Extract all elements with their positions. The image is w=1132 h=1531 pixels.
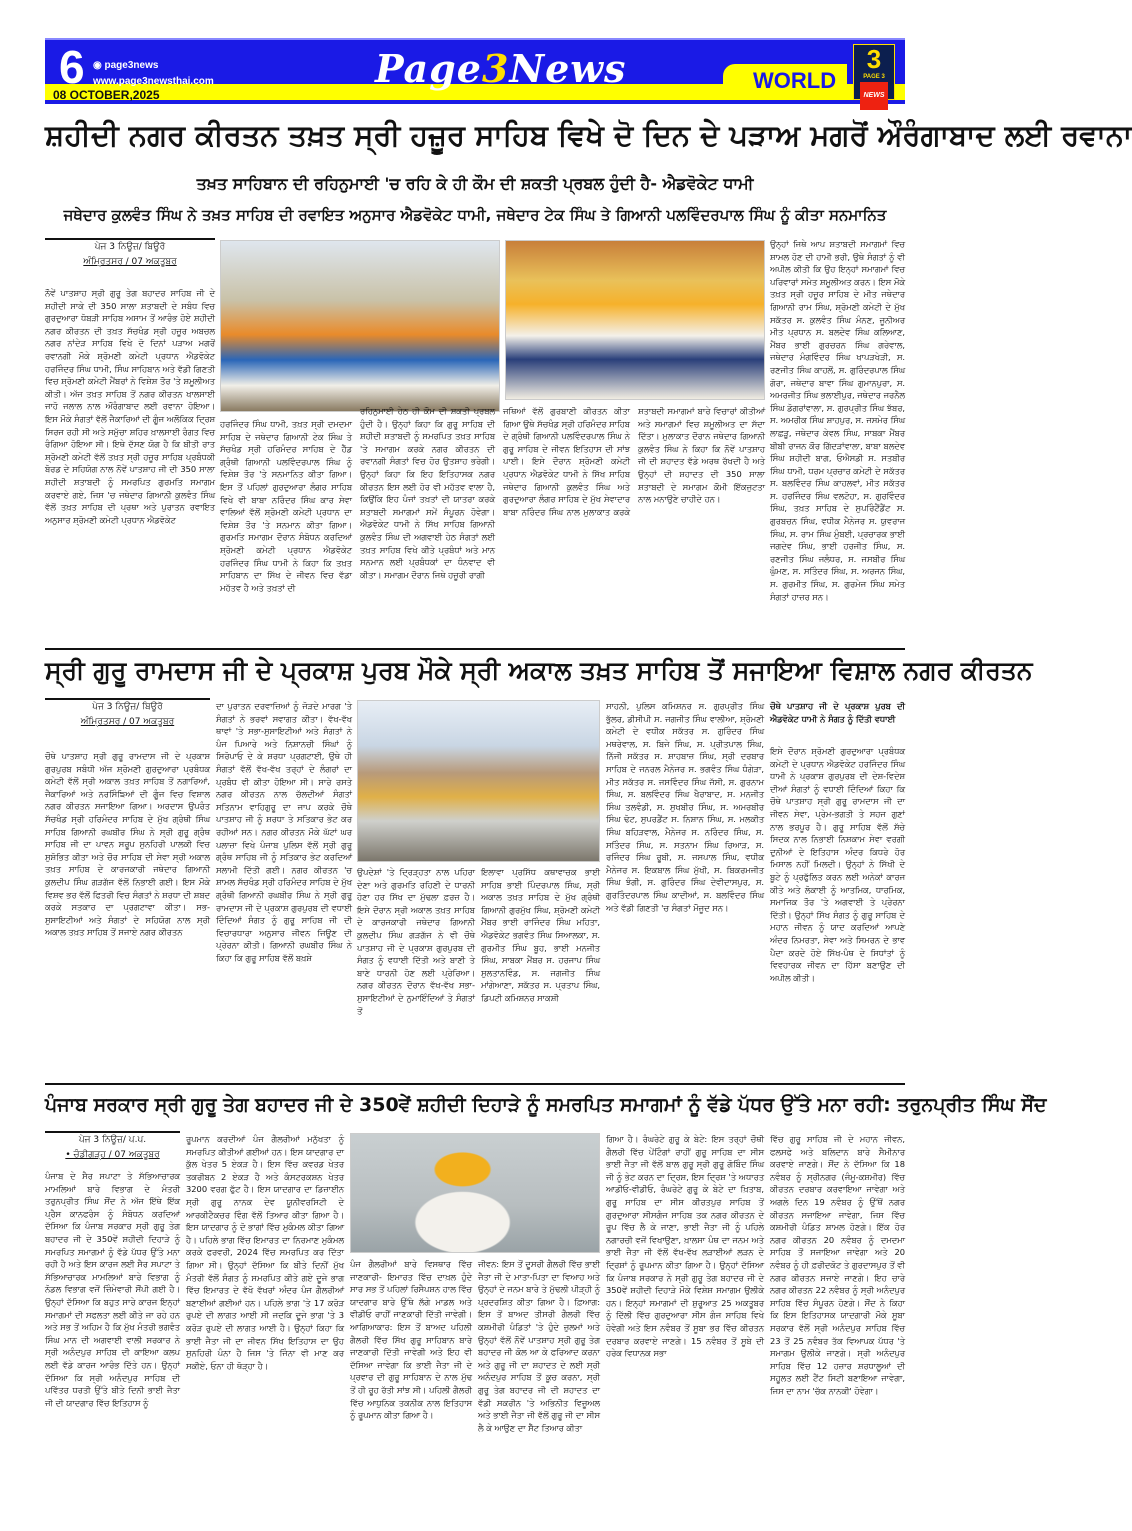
page-number: 6	[59, 41, 85, 93]
dateline: ਅੰਮ੍ਰਿਤਸਰ / 07 ਅਕਤੂਬਰ	[83, 257, 177, 267]
story1-column: ਰਹਿਨੁਮਾਈ ਹੇਠ ਹੀ ਕੌਮ ਦੀ ਸ਼ਕਤੀ ਪ੍ਰਬਲ ਹੁੰਦੀ ਹੈ। ਉਨ੍ਹਾਂ ਕਿਹਾ ਕਿ ਗੁਰੂ ਸਾਹਿਬ ਦੀ ਸ਼ਹੀਦੀ ਸ਼ਤਾਬਦੀ ਨੂੰ ਸਮਰਪਿਤ ਤਖ਼ਤ ਸਾਹਿਬ 'ਤੇ ਸਮਾਗਮ ਕਰਕੇ ਨਗਰ ਕੀਰਤਨ ਦੀ ਰਵਾਨਗੀ ਸੰਗਤਾਂ ਵਿਚ ਹੋਰ ਉਤਸ਼ਾਹ ਭਰੇਗੀ। ਉਨ੍ਹਾਂ ਕਿਹਾ ਕਿ ਇਹ ਇਤਿਹਾਸਕ ਨਗਰ ਕੀਰਤਨ ਇਸ ਲਈ ਹੋਰ ਵੀ ਮਹੱਤਵ ਵਾਲਾ ਹੈ, ਕਿਉਂਕਿ ਇਹ ਪੰਜਾਂ ਤਖ਼ਤਾਂ ਦੀ ਯਾਤਰਾ ਕਰਕੇ ਸ਼ਤਾਬਦੀ ਸਮਾਗਮਾਂ ਸਮੇਂ ਸੰਪੂਰਨ ਹੋਵੇਗਾ। ਐਡਵੋਕੇਟ ਧਾਮੀ ਨੇ ਸਿੱਖ ਸਾਹਿਬ ਗਿਆਨੀ ਕੁਲਵੰਤ ਸਿੰਘ ਦੀ ਅਗਵਾਈ ਹੇਠ ਸੰਗਤਾਂ ਲਈ ਤਖ਼ਤ ਸਾਹਿਬ ਵਿਖੇ ਕੀਤੇ ਪ੍ਰਬੰਧਾਂ ਅਤੇ ਮਾਨ ਸਨਮਾਨ ਲਈ ਪ੍ਰਬੰਧਕਾਂ ਦਾ ਧੰਨਵਾਦ ਵੀ ਕੀਤਾ। ਸਮਾਗਮ ਦੌਰਾਨ ਜਿਥੇ ਹਜ਼ੂਰੀ ਰਾਗੀ	[360, 406, 495, 580]
logo-number: 3	[866, 44, 882, 74]
story1-column: ਉਨ੍ਹਾਂ ਜਿਥੇ ਆਪ ਸ਼ਤਾਬਦੀ ਸਮਾਗਮਾਂ ਵਿਚ ਸ਼ਾਮਲ ਹੋਣ ਦੀ ਹਾਮੀ ਭਰੀ, ਉਥੇ ਸੰਗਤਾਂ ਨੂੰ ਵੀ ਅਪੀਲ ਕੀਤੀ ਕਿ ਉਹ ਇਨ੍ਹਾਂ ਸਮਾਗਮਾਂ ਵਿਚ ਪਰਿਵਾਰਾਂ ਸਮੇਤ ਸ਼ਮੂਲੀਅਤ ਕਰਨ। ਇਸ ਮੌਕੇ ਤਖ਼ਤ ਸ੍ਰੀ ਹਜ਼ੂਰ ਸਾਹਿਬ ਦੇ ਮੀਤ ਜਥੇਦਾਰ ਗਿਆਨੀ ਰਾਮ ਸਿੰਘ, ਸ਼੍ਰੋਮਣੀ ਕਮੇਟੀ ਦੇ ਮੁੱਖ ਸਕੱਤਰ ਸ. ਕੁਲਵੰਤ ਸਿੰਘ ਮੰਨਣ, ਜੂਨੀਅਰ ਮੀਤ ਪ੍ਰਧਾਨ ਸ. ਬਲਦੇਵ ਸਿੰਘ ਕਲਿਆਣ, ਮੈਂਬਰ ਭਾਈ ਗੁਰਚਰਨ ਸਿੰਘ ਗਰੇਵਾਲ, ਜਥੇਦਾਰ ਮੰਗਵਿੰਦਰ ਸਿੰਘ ਖਾਪੜਖੇੜੀ, ਸ. ਰਣਜੀਤ ਸਿੰਘ ਕਾਹਲੋਂ, ਸ. ਗੁਰਿੰਦਰਪਾਲ ਸਿੰਘ ਗੋਰਾ, ਜਥੇਦਾਰ ਬਾਵਾ ਸਿੰਘ ਗੁਮਾਨਪੁਰਾ, ਸ. ਅਮਰਜੀਤ ਸਿੰਘ ਭਲਾਈਪੁਰ, ਜਥੇਦਾਰ ਜਰਨੈਲ ਸਿੰਘ ਡੋਗਰਾਂਵਾਲਾ, ਸ. ਗੁਰਪ੍ਰੀਤ ਸਿੰਘ ਝੱਬਰ, ਸ. ਅਮਰੀਕ ਸਿੰਘ ਸ਼ਾਹਪੁਰ, ਸ. ਜਸਮੇਰ ਸਿੰਘ ਲਾਛੜੂ, ਜਥੇਦਾਰ ਕੇਵਲ ਸਿੰਘ, ਸਾਬਕਾ ਮੈਂਬਰ ਬੀਬੀ ਰਾਜਨ ਕੌਰ ਗਿੱਦੜਾਂਵਾਲਾ, ਬਾਬਾ ਬਲਦੇਵ ਸਿੰਘ ਸ਼ਹੀਦੀ ਬਾਗ, ਓਐਸਡੀ ਸ. ਸਤਬੀਰ ਸਿੰਘ ਧਾਮੀ, ਧਰਮ ਪ੍ਰਚਾਰ ਕਮੇਟੀ ਦੇ ਸਕੱਤਰ ਸ. ਬਲਵਿੰਦਰ ਸਿੰਘ ਕਾਹਲਵਾਂ, ਮੀਤ ਸਕੱਤਰ ਸ. ਹਰਜਿੰਦਰ ਸਿੰਘ ਵਲਟੋਹਾ, ਸ. ਗੁਰਵਿੰਦਰ ਸਿੰਘ, ਤਖ਼ਤ ਸਾਹਿਬ ਦੇ ਸੁਪਰਿੰਟੈਂਡੈਂਟ ਸ. ਗੁਰਬਚਨ ਸਿੰਘ, ਵਧੀਕ ਮੈਨੇਜਰ ਸ. ਯੁਵਰਾਜ ਸਿੰਘ, ਸ. ਰਾਮ ਸਿੰਘ ਮੁੰਬਈ, ਪ੍ਰਚਾਰਕ ਭਾਈ ਜਗਦੇਵ ਸਿੰਘ, ਭਾਈ ਹਰਜੀਤ ਸਿੰਘ, ਸ. ਰਣਜੀਤ ਸਿੰਘ ਜਲੰਧਰ, ਸ. ਜਸਬੀਰ ਸਿੰਘ ਘੁੰਮਣ, ਸ. ਸਤਿੰਦਰ ਸਿੰਘ, ਸ. ਅਰਜਨ ਸਿੰਘ, ਸ. ਗੁਰਮੀਤ ਸਿੰਘ, ਸ. ਗੁਰਮੇਜ ਸਿੰਘ ਸਮੇਤ ਸੰਗਤਾਂ ਹਾਜ਼ਰ ਸਨ।	[770, 239, 905, 602]
byline-text: ਪੇਜ 3 ਨਿਊਜ਼/ ਪ.ਪ.	[78, 1135, 147, 1145]
story1-column: ਨੌਵੇਂ ਪਾਤਸ਼ਾਹ ਸ੍ਰੀ ਗੁਰੂ ਤੇਗ ਬਹਾਦਰ ਸਾਹਿਬ ਜੀ ਦੇ ਸ਼ਹੀਦੀ ਸਾਕੇ ਦੀ 350 ਸਾਲਾ ਸ਼ਤਾਬਦੀ ਦੇ ਸਬੰਧ ਵਿਚ ਗੁਰਦੁਆਰਾ ਧੋਬੜੀ ਸਾਹਿਬ ਅਸਾਮ ਤੋਂ ਆਰੰਭ ਹੋਏ ਸ਼ਹੀਦੀ ਨਗਰ ਕੀਰਤਨ ਦੀ ਤਖ਼ਤ ਸੱਚਖੰਡ ਸ੍ਰੀ ਹਜ਼ੂਰ ਅਬਚਲ ਨਗਰ ਨਾਂਦੇੜ ਸਾਹਿਬ ਵਿਖੇ ਦੋ ਦਿਨਾਂ ਪੜਾਅ ਮਗਰੋਂ ਰਵਾਨਗੀ ਮੌਕੇ ਸ਼੍ਰੋਮਣੀ ਕਮੇਟੀ ਪ੍ਰਧਾਨ ਐਡਵੋਕੇਟ ਹਰਜਿੰਦਰ ਸਿੰਘ ਧਾਮੀ, ਸਿੰਘ ਸਾਹਿਬਾਨ ਅਤੇ ਵੱਡੀ ਗਿਣਤੀ ਵਿਚ ਸ਼੍ਰੋਮਣੀ ਕਮੇਟੀ ਮੈਂਬਰਾਂ ਨੇ ਵਿਸ਼ੇਸ਼ ਤੌਰ 'ਤੇ ਸ਼ਮੂਲੀਅਤ ਕੀਤੀ। ਅੱਜ ਤਖ਼ਤ ਸਾਹਿਬ ਤੋਂ ਨਗਰ ਕੀਰਤਨ ਖਾਲਸਾਈ ਜਾਹੋ ਜਲਾਲ ਨਾਲ ਔਰੰਗਾਬਾਦ ਲਈ ਰਵਾਨਾ ਹੋਇਆ। ਇਸ ਮੌਕੇ ਸੰਗਤਾਂ ਵੱਲੋਂ ਜੈਕਾਰਿਆਂ ਦੀ ਗੂੰਜ ਅਲੌਕਿਕ ਦ੍ਰਿਸ਼ ਸਿਰਜ ਰਹੀ ਸੀ ਅਤੇ ਸਮੁੱਚਾ ਸ਼ਹਿਰ ਖ਼ਾਲਸਾਈ ਰੰਗਤ ਵਿਚ ਰੰਗਿਆ ਹੋਇਆ ਸੀ। ਇਥੇ ਦੱਸਣ ਯੋਗ ਹੈ ਕਿ ਬੀਤੀ ਰਾਤ ਸ਼੍ਰੋਮਣੀ ਕਮੇਟੀ ਵੱਲੋਂ ਤਖ਼ਤ ਸ੍ਰੀ ਹਜ਼ੂਰ ਸਾਹਿਬ ਪ੍ਰਬੰਧਕੀ ਬੋਰਡ ਦੇ ਸਹਿਯੋਗ ਨਾਲ ਨੌਵੇਂ ਪਾਤਸ਼ਾਹ ਜੀ ਦੀ 350 ਸਾਲਾ ਸ਼ਹੀਦੀ ਸ਼ਤਾਬਦੀ ਨੂੰ ਸਮਰਪਿਤ ਗੁਰਮਤਿ ਸਮਾਗਮ ਕਰਵਾਏ ਗਏ, ਜਿਸ 'ਚ ਜਥੇਦਾਰ ਗਿਆਨੀ ਕੁਲਵੰਤ ਸਿੰਘ ਵੱਲੋਂ ਤਖ਼ਤ ਸਾਹਿਬ ਦੀ ਪ੍ਰਥਾ ਅਤੇ ਪੁਰਾਤਨ ਰਵਾਇਤ ਅਨੁਸਾਰ ਸ਼੍ਰੋਮਣੀ ਕਮੇਟੀ ਪ੍ਰਧਾਨ ਐਡਵੋਕੇਟ	[45, 288, 215, 525]
issue-date: 08 OCTOBER,2025	[53, 88, 160, 102]
story1-column: ਹਰਜਿੰਦਰ ਸਿੰਘ ਧਾਮੀ, ਤਖ਼ਤ ਸ੍ਰੀ ਦਮਦਮਾ ਸਾਹਿਬ ਦੇ ਜਥੇਦਾਰ ਗਿਆਨੀ ਟੇਕ ਸਿੰਘ ਤੇ ਸੱਚਖੰਡ ਸ੍ਰੀ ਹਰਿਮੰਦਰ ਸਾਹਿਬ ਦੇ ਹੈੱਡ ਗ੍ਰੰਥੀ ਗਿਆਨੀ ਪਲਵਿੰਦਰਪਾਲ ਸਿੰਘ ਨੂੰ ਵਿਸ਼ੇਸ਼ ਤੌਰ 'ਤੇ ਸਨਮਾਨਿਤ ਕੀਤਾ ਗਿਆ। ਇਸ ਤੋਂ ਪਹਿਲਾਂ ਗੁਰਦੁਆਰਾ ਲੰਗਰ ਸਾਹਿਬ ਵਿਖੇ ਵੀ ਬਾਬਾ ਨਰਿੰਦਰ ਸਿੰਘ ਕਾਰ ਸੇਵਾ ਵਾਲਿਆਂ ਵੱਲੋਂ ਸ਼੍ਰੋਮਣੀ ਕਮੇਟੀ ਪ੍ਰਧਾਨ ਦਾ ਵਿਸ਼ੇਸ਼ ਤੌਰ 'ਤੇ ਸਨਮਾਨ ਕੀਤਾ ਗਿਆ। ਗੁਰਮਤਿ ਸਮਾਗਮ ਦੌਰਾਨ ਸੰਬੋਧਨ ਕਰਦਿਆਂ ਸ਼੍ਰੋਮਣੀ ਕਮੇਟੀ ਪ੍ਰਧਾਨ ਐਡਵੋਕੇਟ ਹਰਜਿੰਦਰ ਸਿੰਘ ਧਾਮੀ ਨੇ ਕਿਹਾ ਕਿ ਤਖ਼ਤ ਸਾਹਿਬਾਨ ਦਾ ਸਿੱਖ ਦੇ ਜੀਵਨ ਵਿਚ ਵੱਡਾ ਮਹੱਤਵ ਹੈ ਅਤੇ ਤਖ਼ਤਾਂ ਦੀ	[220, 419, 352, 593]
story2-headline: ਸ੍ਰੀ ਗੁਰੂ ਰਾਮਦਾਸ ਜੀ ਦੇ ਪ੍ਰਕਾਸ਼ ਪੁਰਬ ਮੌਕੇ ਸ੍ਰੀ ਅਕਾਲ ਤਖ਼ਤ ਸਾਹਿਬ ਤੋਂ ਸਜਾਇਆ ਵਿਸ਼ਾਲ ਨਗਰ ਕੀਰਤਨ	[45, 656, 1033, 685]
dateline: • ਚੰਡੀਗੜ੍ਹ / 07 ਅਕਤੂਬਰ	[65, 1150, 160, 1160]
brand-number: 3	[481, 46, 510, 91]
story2-column: ਚੌਥੇ ਪਾਤਸ਼ਾਹ ਸ੍ਰੀ ਗੁਰੂ ਰਾਮਦਾਸ ਜੀ ਦੇ ਪ੍ਰਕਾਸ਼ ਗੁਰਪੁਰਬ ਸਬੰਧੀ ਅੱਜ ਸ਼੍ਰੋਮਣੀ ਗੁਰਦੁਆਰਾ ਪ੍ਰਬੰਧਕ ਕਮੇਟੀ ਵੱਲੋਂ ਸ੍ਰੀ ਅਕਾਲ ਤਖ਼ਤ ਸਾਹਿਬ ਤੋਂ ਨਗਾਰਿਆਂ, ਜੈਕਾਰਿਆਂ ਅਤੇ ਨਰਸਿੰਙਿਆਂ ਦੀ ਗੂੰਜ ਵਿਚ ਵਿਸ਼ਾਲ ਨਗਰ ਕੀਰਤਨ ਸਜਾਇਆ ਗਿਆ। ਅਰਦਾਸ ਉਪਰੰਤ ਸੱਚਖੰਡ ਸ੍ਰੀ ਹਰਿਮੰਦਰ ਸਾਹਿਬ ਦੇ ਮੁੱਖ ਗ੍ਰੰਥੀ ਸਿੰਘ ਸਾਹਿਬ ਗਿਆਨੀ ਰਘਬੀਰ ਸਿੰਘ ਨੇ ਸ੍ਰੀ ਗੁਰੂ ਗ੍ਰੰਥ ਸਾਹਿਬ ਜੀ ਦਾ ਪਾਵਨ ਸਰੂਪ ਸੁਨਹਿਰੀ ਪਾਲਕੀ ਵਿਚ ਸੁਸ਼ੋਭਿਤ ਕੀਤਾ ਅਤੇ ਚੌਰ ਸਾਹਿਬ ਦੀ ਸੇਵਾ ਸ੍ਰੀ ਅਕਾਲ ਤਖ਼ਤ ਸਾਹਿਬ ਦੇ ਕਾਰਜਕਾਰੀ ਜਥੇਦਾਰ ਗਿਆਨੀ ਕੁਲਦੀਪ ਸਿੰਘ ਗੜਗੱਜ ਵੱਲੋਂ ਨਿਭਾਈ ਗਈ। ਇਸ ਮੌਕੇ ਵਿਸ਼ਵ ਭਰ ਵੱਲੋਂ ਫਿਤਰੀ ਵਿਚ ਸੰਗਤਾਂ ਨੇ ਸ਼ਰਧਾ ਦੀ ਸ਼ਬਦ ਕਰਕੇ ਸਤਕਾਰ ਦਾ ਪ੍ਰਗਟਾਵਾ ਕੀਤਾ। ਸਭ-ਸੁਸਾਇਟੀਆਂ ਅਤੇ ਸੰਗਤਾਂ ਦੇ ਸਹਿਯੋਗ ਨਾਲ ਸ੍ਰੀ ਅਕਾਲ ਤਖ਼ਤ ਸਾਹਿਬ ਤੋਂ ਸਜਾਏ ਨਗਰ ਕੀਰਤਨ	[45, 751, 210, 938]
facebook-icon: ◉	[93, 60, 105, 71]
social-handle-text: page3news	[104, 60, 159, 71]
story3-column: ਜੀਵਨ: ਇਸ ਤੋਂ ਦੂਸਰੀ ਗੈਲਰੀ ਵਿੱਚ ਭਾਈ ਜੈਤਾ ਜੀ ਦੇ ਮਾਤਾ-ਪਿਤਾ ਦਾ ਵਿਆਹ ਅਤੇ ਉਨ੍ਹਾਂ ਦੇ ਜਨਮ ਬਾਰੇ ਤੇ ਮੁੱਢਲੀ ਪੀੜ੍ਹੀ ਨੂੰ ਪ੍ਰਦਰਸ਼ਿਤ ਕੀਤਾ ਗਿਆ ਹੈ। ਫ਼ਿਆਗ: ਇਸ ਤੋਂ ਬਾਅਦ ਤੀਸਰੀ ਗੈਲਰੀ ਵਿੱਚ ਕਸ਼ਮੀਰੀ ਪੰਡਿਤਾਂ 'ਤੇ ਹੁੰਦੇ ਜ਼ੁਲਮਾਂ ਅਤੇ ਉਨ੍ਹਾਂ ਵੱਲੋਂ ਨੌਵੇਂ ਪਾਤਸ਼ਾਹ ਸ੍ਰੀ ਗੁਰੂ ਤੇਗ ਬਹਾਦਰ ਜੀ ਕੋਲ ਆ ਕੇ ਫਰਿਆਦ ਕਰਨਾ ਅਤੇ ਗੁਰੂ ਜੀ ਦਾ ਸ਼ਹਾਦਤ ਦੇ ਲਈ ਸ੍ਰੀ ਅਨੰਦਪੁਰ ਸਾਹਿਬ ਤੋਂ ਕੂਚ ਕਰਨਾ, ਸ੍ਰੀ ਗੁਰੂ ਤੇਗ ਬਹਾਦਰ ਜੀ ਦੀ ਸ਼ਹਾਦਤ ਦਾ ਵੱਡੀ ਸਕਰੀਨ 'ਤੇ ਅਭਿਨੀਤ ਵਿਜ਼ੂਅਲ ਅਤੇ ਭਾਈ ਜੈਤਾ ਜੀ ਵੱਲੋਂ ਗੁਰੂ ਜੀ ਦਾ ਸੀਸ ਲੈ ਕੇ ਆਉਣ ਦਾ ਸੈੱਟ ਤਿਆਰ ਕੀਤਾ	[478, 1259, 600, 1433]
story2-column: ਇਸੇ ਦੌਰਾਨ ਸ਼੍ਰੋਮਣੀ ਗੁਰਦੁਆਰਾ ਪ੍ਰਬੰਧਕ ਕਮੇਟੀ ਦੇ ਪ੍ਰਧਾਨ ਐਡਵੋਕੇਟ ਹਰਜਿੰਦਰ ਸਿੰਘ ਧਾਮੀ ਨੇ ਪ੍ਰਕਾਸ਼ ਗੁਰਪੁਰਬ ਦੀ ਦੇਸ਼-ਵਿਦੇਸ਼ ਦੀਆਂ ਸੰਗਤਾਂ ਨੂੰ ਵਧਾਈ ਦਿੰਦਿਆਂ ਕਿਹਾ ਕਿ ਚੌਥੇ ਪਾਤਸ਼ਾਹ ਸ੍ਰੀ ਗੁਰੂ ਰਾਮਦਾਸ ਜੀ ਦਾ ਜੀਵਨ ਸੇਵਾ, ਪ੍ਰੇਮ-ਭਗਤੀ ਤੇ ਸਹਜ ਗੁਣਾਂ ਨਾਲ ਭਰਪੂਰ ਹੈ। ਗੁਰੂ ਸਾਹਿਬ ਵੱਲੋਂ ਸੱਚੇ ਸਿਦਕ ਨਾਲ ਨਿਭਾਈ ਨਿਸ਼ਕਾਮ ਸੇਵਾ ਵਰਗੀ ਦੁਨੀਆਂ ਦੇ ਇਤਿਹਾਸ ਅੰਦਰ ਕਿਧਰੇ ਹੋਰ ਮਿਸਾਲ ਨਹੀਂ ਮਿਲਦੀ। ਉਨ੍ਹਾਂ ਨੇ ਸਿੱਖੀ ਦੇ ਬੂਟੇ ਨੂੰ ਪ੍ਰਫੁੱਲਿਤ ਕਰਨ ਲਈ ਅਨੇਕਾਂ ਕਾਰਜ ਕੀਤੇ ਅਤੇ ਲੋਕਾਈ ਨੂੰ ਆਤਮਿਕ, ਧਾਰਮਿਕ, ਸਮਾਜਿਕ ਤੌਰ 'ਤੇ ਅਗਵਾਈ ਤੇ ਪ੍ਰੇਰਨਾ ਦਿੱਤੀ। ਉਨ੍ਹਾਂ ਸਿੱਖ ਸੰਗਤ ਨੂੰ ਗੁਰੂ ਸਾਹਿਬ ਦੇ ਮਹਾਨ ਜੀਵਨ ਨੂੰ ਯਾਦ ਕਰਦਿਆਂ ਆਪਣੇ ਅੰਦਰ ਨਿਮਰਤਾ, ਸੇਵਾ ਅਤੇ ਸਿਮਰਨ ਦੇ ਭਾਵ ਪੈਦਾ ਕਰਦੇ ਹੋਏ ਸਿੱਖ-ਪੰਥ ਦੇ ਸਿਧਾਂਤਾਂ ਨੂੰ ਵਿਵਹਾਰਕ ਜੀਵਨ ਦਾ ਹਿੱਸਾ ਬਣਾਉਣ ਦੀ ਅਪੀਲ ਕੀਤੀ।	[770, 746, 905, 983]
logo-text: PAGE 3	[863, 74, 885, 80]
story2-column: ਸਾਹਨੀ, ਪੁਲਿਸ ਕਮਿਸ਼ਨਰ ਸ. ਗੁਰਪ੍ਰੀਤ ਸਿੰਘ ਭੁੱਲਰ, ਡੀਸੀਪੀ ਸ. ਜਗਜੀਤ ਸਿੰਘ ਵਾਲੀਆ, ਸ਼੍ਰੋਮਣੀ ਕਮੇਟੀ ਦੇ ਵਧੀਕ ਸਕੱਤਰ ਸ. ਗੁਰਿੰਦਰ ਸਿੰਘ ਮਥਰੇਵਾਲ, ਸ. ਬਿਜੇ ਸਿੰਘ, ਸ. ਪ੍ਰੀਤਪਾਲ ਸਿੰਘ, ਨਿੱਜੀ ਸਕੱਤਰ ਸ. ਸ਼ਾਹਬਾਜ਼ ਸਿੰਘ, ਸ੍ਰੀ ਦਰਬਾਰ ਸਾਹਿਬ ਦੇ ਜਨਰਲ ਮੈਨੇਜਰ ਸ. ਭਗਵੰਤ ਸਿੰਘ ਧੰਗੇੜਾ, ਮੀਤ ਸਕੱਤਰ ਸ. ਜਸਵਿੰਦਰ ਸਿੰਘ ਜੱਸੀ, ਸ. ਗੁਰਨਾਮ ਸਿੰਘ, ਸ. ਬਲਵਿੰਦਰ ਸਿੰਘ ਖੈਰਾਬਾਦ, ਸ. ਮਨਜੀਤ ਸਿੰਘ ਤਲਵੰਡੀ, ਸ. ਸੁਖਬੀਰ ਸਿੰਘ, ਸ. ਅਮਰਬੀਰ ਸਿੰਘ ਢੋਟ, ਸੁਪਰਡੈਂਟ ਸ. ਨਿਸ਼ਾਨ ਸਿੰਘ, ਸ. ਮਲਕੀਤ ਸਿੰਘ ਬਹਿੜਵਾਲ, ਮੈਨੇਜਰ ਸ. ਨਰਿੰਦਰ ਸਿੰਘ, ਸ. ਸਤਿੰਦਰ ਸਿੰਘ, ਸ. ਸਤਨਾਮ ਸਿੰਘ ਰਿਆੜ, ਸ. ਰਜਿੰਦਰ ਸਿੰਘ ਰੂਬੀ, ਸ. ਜਸਪਾਲ ਸਿੰਘ, ਵਧੀਕ ਮੈਨੇਜਰ ਸ. ਇਕਬਾਲ ਸਿੰਘ ਮੁੱਖੀ, ਸ. ਬਿਕਰਮਜੀਤ ਸਿੰਘ ਝੰਗੀ, ਸ. ਗੁਰਿੰਦਰ ਸਿੰਘ ਦੇਵੀਦਾਸਪੁਰ, ਸ. ਗੁਰਤਿੰਦਰਪਾਲ ਸਿੰਘ ਕਾਦੀਆਂ, ਸ. ਬਲਵਿੰਦਰ ਸਿੰਘ ਅਤੇ ਵੱਡੀ ਗਿਣਤੀ 'ਚ ਸੰਗਤਾਂ ਮੌਜੂਦ ਸਨ।	[606, 701, 764, 913]
story3-column: ਰੂਪਮਾਨ ਕਰਦੀਆਂ ਪੰਜ ਗੈਲਰੀਆਂ ਮਨੁੱਖਤਾ ਨੂੰ ਸਮਰਪਿਤ ਕੀਤੀਆਂ ਗਈਆਂ ਹਨ। ਇਸ ਯਾਦਗਾਰ ਦਾ ਕੁੱਲ ਖੇਤਰ 5 ਏਕੜ ਹੈ। ਇਸ ਵਿੱਚ ਕਵਰਡ ਖੇਤਰ ਤਕਰੀਬਨ 2 ਏਕੜ ਹੈ ਅਤੇ ਕੰਸਟਰਕਸ਼ਨ ਖੇਤਰ 3200 ਵਰਗ ਫੁੱਟ ਹੈ। ਇਸ ਯਾਦਗਾਰ ਦਾ ਡਿਜ਼ਾਈਨ ਸ੍ਰੀ ਗੁਰੂ ਨਾਨਕ ਦੇਵ ਯੂਨੀਵਰਸਿਟੀ ਦੇ ਆਰਕੀਟੈਕਚਰ ਵਿੰਗ ਵੱਲੋਂ ਤਿਆਰ ਕੀਤਾ ਗਿਆ ਹੈ। ਇਸ ਯਾਦਗਾਰ ਨੂੰ ਦੋ ਭਾਗਾਂ ਵਿੱਚ ਮੁਕੰਮਲ ਕੀਤਾ ਗਿਆ ਹੈ। ਪਹਿਲੇ ਭਾਗ ਵਿੱਚ ਇਮਾਰਤ ਦਾ ਨਿਰਮਾਣ ਮੁਕੰਮਲ ਕਰਕੇ ਫਰਵਰੀ, 2024 ਵਿੱਚ ਸਮਰਪਿਤ ਕਰ ਦਿੱਤਾ ਗਿਆ ਸੀ। ਉਨ੍ਹਾਂ ਦੱਸਿਆ ਕਿ ਬੀਤੇ ਦਿਨੀਂ ਮੁੱਖ ਮੰਤਰੀ ਵੱਲੋਂ ਸੰਗਤ ਨੂੰ ਸਮਰਪਿਤ ਕੀਤੇ ਗਏ ਦੂਜੇ ਭਾਗ ਵਿੱਚ ਇਮਾਰਤ ਦੇ ਵੱਖੋ ਵੱਖਰਾਂ ਅੰਦਰ ਪੰਜ ਗੈਲਰੀਆਂ ਬਣਾਈਆਂ ਗਈਆਂ ਹਨ। ਪਹਿਲੇ ਭਾਗ 'ਤੇ 17 ਕਰੋੜ ਰੁਪਏ ਦੀ ਲਾਗਤ ਆਈ ਸੀ ਜਦਕਿ ਦੂਜੇ ਭਾਗ 'ਤੇ 3 ਕਰੋੜ ਰੁਪਏ ਦੀ ਲਾਗਤ ਆਈ ਹੈ। ਉਨ੍ਹਾਂ ਕਿਹਾ ਕਿ ਭਾਈ ਜੈਤਾ ਜੀ ਦਾ ਜੀਵਨ ਸਿੱਖ ਇਤਿਹਾਸ ਦਾ ਉਹ ਸੁਨਹਿਰੀ ਪੰਨਾ ਹੈ ਜਿਸ 'ਤੇ ਜਿੰਨਾ ਵੀ ਮਾਣ ਕਰ ਸਕੀਏ, ਓਨਾ ਹੀ ਥੋੜ੍ਹਾ ਹੈ।	[186, 1134, 344, 1371]
story2-column: ਉਪਦੇਸ਼ਾਂ 'ਤੇ ਦ੍ਰਿੜ੍ਹਤਾ ਨਾਲ ਪਹਿਰਾ ਦੇਣਾ ਅਤੇ ਗੁਰਮਤਿ ਰਹਿਣੀ ਦੇ ਧਾਰਨੀ ਹੋਣਾ ਹਰ ਸਿੱਖ ਦਾ ਮੁੱਢਲਾ ਫ਼ਰਜ਼ ਹੈ। ਇਸੇ ਦੌਰਾਨ ਸ੍ਰੀ ਅਕਾਲ ਤਖ਼ਤ ਸਾਹਿਬ ਦੇ ਕਾਰਜਕਾਰੀ ਜਥੇਦਾਰ ਗਿਆਨੀ ਕੁਲਦੀਪ ਸਿੰਘ ਗੜਗੱਜ ਨੇ ਵੀ ਚੌਥੇ ਪਾਤਸ਼ਾਹ ਜੀ ਦੇ ਪ੍ਰਕਾਸ਼ ਗੁਰਪੁਰਬ ਦੀ ਸੰਗਤ ਨੂੰ ਵਧਾਈ ਦਿੱਤੀ ਅਤੇ ਬਾਣੀ ਤੇ ਬਾਣੇ ਧਾਰਨੀ ਹੋਣ ਲਈ ਪ੍ਰੇਰਿਆ। ਨਗਰ ਕੀਰਤਨ ਦੌਰਾਨ ਵੱਖ-ਵੱਖ ਸਭਾ-ਸੁਸਾਇਟੀਆਂ ਦੇ ਨੁਮਾਇੰਦਿਆਂ ਤੇ ਸੰਗਤਾਂ ਤੋਂ	[357, 867, 475, 1016]
page3-logo	[853, 44, 895, 100]
story3-byline	[45, 1131, 180, 1163]
story3-headline: ਪੰਜਾਬ ਸਰਕਾਰ ਸ੍ਰੀ ਗੁਰੂ ਤੇਗ ਬਹਾਦਰ ਜੀ ਦੇ 350ਵੇਂ ਸ਼ਹੀਦੀ ਦਿਹਾੜੇ ਨੂੰ ਸਮਰਪਿਤ ਸਮਾਗਮਾਂ ਨੂੰ ਵੱਡੇ ਪੱਧਰ ਉੱਤੇ ਮਨਾ ਰਹੀ: ਤਰੁਨਪ੍ਰੀਤ ਸਿੰਘ ਸੌਂਦ	[45, 1094, 1047, 1116]
divider	[45, 1083, 905, 1085]
story2-sidebar-title: ਚੌਥੇ ਪਾਤਸ਼ਾਹ ਜੀ ਦੇ ਪ੍ਰਕਾਸ਼ ਪੁਰਬ ਦੀ ਐਡਵੋਕੇਟ ਧਾਮੀ ਨੇ ਸੰਗਤ ਨੂੰ ਦਿੱਤੀ ਵਧਾਈ	[770, 701, 905, 724]
story1-subhead: ਤਖ਼ਤ ਸਾਹਿਬਾਨ ਦੀ ਰਹਿਨੁਮਾਈ 'ਚ ਰਹਿ ਕੇ ਹੀ ਕੌਮ ਦੀ ਸ਼ਕਤੀ ਪ੍ਰਬਲ ਹੁੰਦੀ ਹੈ- ਐਡਵੋਕੇਟ ਧਾਮੀ	[196, 174, 754, 193]
story3-column: ਪੰਜਾਬ ਦੇ ਸੈਰ ਸਪਾਟਾ ਤੇ ਸੱਭਿਆਚਾਰਕ ਮਾਮਲਿਆਂ ਬਾਰੇ ਵਿਭਾਗ ਦੇ ਮੰਤਰੀ ਤਰੁਨਪ੍ਰੀਤ ਸਿੰਘ ਸੌਂਦ ਨੇ ਅੱਜ ਇੱਥੇ ਇੱਕ ਪ੍ਰੈਸ ਕਾਨਫਰੰਸ ਨੂੰ ਸੰਬੋਧਨ ਕਰਦਿਆਂ ਦੱਸਿਆ ਕਿ ਪੰਜਾਬ ਸਰਕਾਰ ਸ੍ਰੀ ਗੁਰੂ ਤੇਗ ਬਹਾਦਰ ਜੀ ਦੇ 350ਵੇਂ ਸ਼ਹੀਦੀ ਦਿਹਾੜੇ ਨੂੰ ਸਮਰਪਿਤ ਸਮਾਗਮਾਂ ਨੂੰ ਵੱਡੇ ਪੱਧਰ ਉੱਤੇ ਮਨਾ ਰਹੀ ਹੈ ਅਤੇ ਇਸ ਕਾਰਜ ਲਈ ਸੈਰ ਸਪਾਟਾ ਤੇ ਸੱਭਿਆਚਾਰਕ ਮਾਮਲਿਆਂ ਬਾਰੇ ਵਿਭਾਗ ਨੂੰ ਨੋਡਲ ਵਿਭਾਗ ਵਜੋਂ ਜ਼ਿੰਮੇਵਾਰੀ ਸੌਂਪੀ ਗਈ ਹੈ। ਉਨ੍ਹਾਂ ਦੱਸਿਆ ਕਿ ਬਹੁਤ ਸਾਰੇ ਕਾਰਜ ਇਨ੍ਹਾਂ ਸਮਾਗਮਾਂ ਦੀ ਸਫਲਤਾ ਲਈ ਕੀਤੇ ਜਾ ਰਹੇ ਹਨ ਅਤੇ ਸਭ ਤੋਂ ਅਹਿਮ ਹੈ ਕਿ ਮੁੱਖ ਮੰਤਰੀ ਭਗਵੰਤ ਸਿੰਘ ਮਾਨ ਦੀ ਅਗਵਾਈ ਵਾਲੀ ਸਰਕਾਰ ਨੇ ਸ੍ਰੀ ਅਨੰਦਪੁਰ ਸਾਹਿਬ ਦੀ ਕਾਇਆ ਕਲਪ ਲਈ ਵੱਡੇ ਕਾਰਜ ਆਰੰਭ ਦਿੱਤੇ ਹਨ। ਉਨ੍ਹਾਂ ਦੱਸਿਆ ਕਿ ਸ੍ਰੀ ਅਨੰਦਪੁਰ ਸਾਹਿਬ ਦੀ ਪਵਿੱਤਰ ਧਰਤੀ ਉੱਤੇ ਬੀਤੇ ਦਿਨੀ ਭਾਈ ਜੈਤਾ ਜੀ ਦੀ ਯਾਦਗਾਰ ਵਿੱਚ ਇਤਿਹਾਸ ਨੂੰ	[45, 1171, 180, 1408]
story1-byline	[45, 238, 215, 270]
brand-logo	[375, 46, 626, 91]
story1-column: ਜਥਿਆਂ ਵੱਲੋਂ ਗੁਰਬਾਣੀ ਕੀਰਤਨ ਕੀਤਾ ਗਿਆ ਉਥੇ ਸੱਚਖੰਡ ਸ੍ਰੀ ਹਰਿਮੰਦਰ ਸਾਹਿਬ ਦੇ ਗ੍ਰੰਥੀ ਗਿਆਨੀ ਪਲਵਿੰਦਰਪਾਲ ਸਿੰਘ ਨੇ ਗੁਰੂ ਸਾਹਿਬ ਦੇ ਜੀਵਨ ਇਤਿਹਾਸ ਦੀ ਸਾਂਝ ਪਾਈ। ਇਸੇ ਦੌਰਾਨ ਸ਼੍ਰੋਮਣੀ ਕਮੇਟੀ ਪ੍ਰਧਾਨ ਐਡਵੋਕੇਟ ਧਾਮੀ ਨੇ ਸਿੱਖ ਸਾਹਿਬ ਜਥੇਦਾਰ ਗਿਆਨੀ ਕੁਲਵੰਤ ਸਿੰਘ ਅਤੇ ਗੁਰਦੁਆਰਾ ਲੰਗਰ ਸਾਹਿਬ ਦੇ ਮੁੱਖ ਸੇਵਾਦਾਰ ਬਾਬਾ ਨਰਿੰਦਰ ਸਿੰਘ ਨਾਲ ਮੁਲਾਕਾਤ ਕਰਕੇ ਸ਼ਤਾਬਦੀ ਸਮਾਗਮਾਂ ਬਾਰੇ ਵਿਚਾਰਾਂ ਕੀਤੀਆਂ ਅਤੇ ਸਮਾਗਮਾਂ ਵਿਚ ਸ਼ਮੂਲੀਅਤ ਦਾ ਸੱਦਾ ਦਿੱਤਾ। ਮੁਲਾਕਾਤ ਦੌਰਾਨ ਜਥੇਦਾਰ ਗਿਆਨੀ ਕੁਲਵੰਤ ਸਿੰਘ ਨੇ ਕਿਹਾ ਕਿ ਨੌਵੇਂ ਪਾਤਸ਼ਾਹ ਜੀ ਦੀ ਸ਼ਹਾਦਤ ਵੱਡੇ ਅਰਥ ਰੱਖਦੀ ਹੈ ਅਤੇ ਉਨ੍ਹਾਂ ਦੀ ਸ਼ਹਾਦਤ ਦੀ 350 ਸਾਲਾ ਸ਼ਤਾਬਦੀ ਦੇ ਸਮਾਗਮ ਕੌਮੀ ਇੱਕਜੁਟਤਾ ਨਾਲ ਮਨਾਉਣੇ ਚਾਹੀਦੇ ਹਨ।	[503, 406, 765, 517]
section-label: WORLD	[753, 68, 837, 93]
divider	[45, 648, 905, 650]
byline-text: ਪੇਜ 3 ਨਿਊਜ਼/ ਬਿਊਰੋ	[92, 702, 163, 712]
story1-photo-honour	[505, 240, 765, 400]
story2-photo-nagar-kirtan	[357, 700, 600, 862]
story1-photo-procession	[220, 240, 500, 412]
section-tab	[723, 64, 847, 98]
story1-headline: ਸ਼ਹੀਦੀ ਨਗਰ ਕੀਰਤਨ ਤਖ਼ਤ ਸ੍ਰੀ ਹਜ਼ੂਰ ਸਾਹਿਬ ਵਿਖੇ ਦੋ ਦਿਨ ਦੇ ਪੜਾਅ ਮਗਰੋਂ ਔਰੰਗਾਬਾਦ ਲਈ ਰਵਾਨਾ	[45, 118, 1132, 152]
brand-right: News	[509, 46, 627, 91]
story1-subhead: ਜਥੇਦਾਰ ਕੁਲਵੰਤ ਸਿੰਘ ਨੇ ਤਖ਼ਤ ਸਾਹਿਬ ਦੀ ਰਵਾਇਤ ਅਨੁਸਾਰ ਐਡਵੋਕੇਟ ਧਾਮੀ, ਜਥੇਦਾਰ ਟੇਕ ਸਿੰਘ ਤੇ ਗਿਆਨੀ ਪਲਵਿੰਦਰਪਾਲ ਸਿੰਘ ਨੂੰ ਕੀਤਾ ਸਨਮਾਨਿਤ	[63, 206, 887, 224]
social-handle	[93, 60, 158, 71]
story2-column: ਇਲਾਵਾ ਪ੍ਰਸਿੱਧ ਕਥਾਵਾਚਕ ਭਾਈ ਸਾਹਿਬ ਭਾਈ ਪਿੰਦਰਪਾਲ ਸਿੰਘ, ਸ੍ਰੀ ਅਕਾਲ ਤਖ਼ਤ ਸਾਹਿਬ ਦੇ ਮੁੱਖ ਗ੍ਰੰਥੀ ਗਿਆਨੀ ਗੁਰਮੁੱਖ ਸਿੰਘ, ਸ਼੍ਰੋਮਣੀ ਕਮੇਟੀ ਮੈਂਬਰ ਭਾਈ ਰਾਜਿੰਦਰ ਸਿੰਘ ਮਹਿਤਾ, ਐਡਵੋਕੇਟ ਭਗਵੰਤ ਸਿੰਘ ਸਿਆਲਕਾ, ਸ. ਗੁਰਮੀਤ ਸਿੰਘ ਬੂਹ, ਭਾਈ ਮਨਜੀਤ ਸਿੰਘ, ਸਾਬਕਾ ਮੈਂਬਰ ਸ. ਹਰਜਾਪ ਸਿੰਘ ਸੁਲਤਾਨਵਿੰਡ, ਸ. ਜਗਜੀਤ ਸਿੰਘ ਮਾਂਗੇਆਣਾ, ਸਕੱਤਰ ਸ. ਪ੍ਰਤਾਪ ਸਿੰਘ, ਡਿਪਟੀ ਕਮਿਸ਼ਨਰ ਸਾਕਸ਼ੀ	[481, 867, 600, 1003]
story2-byline	[45, 698, 210, 730]
dateline: ਅੰਮ੍ਰਿਤਸਰ / 07 ਅਕਤੂਬਰ	[80, 717, 175, 727]
story3-column: ਗਿਆ ਹੈ। ਰੰਘਰੇਟੇ ਗੁਰੂ ਕੇ ਬੇਟੇ: ਇਸ ਤਰ੍ਹਾਂ ਚੌਥੀ ਗੈਲਰੀ ਵਿੱਚ ਪੇਂਟਿੰਗਾਂ ਰਾਹੀਂ ਗੁਰੂ ਸਾਹਿਬ ਦਾ ਸੀਸ ਭਾਈ ਜੈਤਾ ਜੀ ਵੱਲੋਂ ਬਾਲ ਗੁਰੂ ਸ੍ਰੀ ਗੁਰੂ ਗੋਬਿੰਦ ਸਿੰਘ ਜੀ ਨੂੰ ਭੇਟ ਕਰਨ ਦਾ ਦ੍ਰਿਸ਼, ਇਸ ਦ੍ਰਿਸ਼ 'ਤੇ ਅਧਾਰਤ ਆਡੀਓ-ਵੀਡੀਓ, ਰੰਘਰੇਟੇ ਗੁਰੂ ਕੇ ਬੇਟੇ ਦਾ ਖ਼ਿਤਾਬ, ਗੁਰੂ ਸਾਹਿਬ ਦਾ ਸੀਸ ਕੀਰਤਪੁਰ ਸਾਹਿਬ ਤੋਂ ਗੁਰਦੁਆਰਾ ਸੀਸਗੰਜ ਸਾਹਿਬ ਤਕ ਨਗਰ ਕੀਰਤਨ ਦੇ ਰੂਪ ਵਿੱਚ ਲੈ ਕੇ ਜਾਣਾ, ਭਾਈ ਜੈਤਾ ਜੀ ਨੂੰ ਪਹਿਲੇ ਨਗਾਰਚੀ ਵਜੋਂ ਵਿਖਾਉਣਾ, ਖ਼ਾਲਸਾ ਪੰਥ ਦਾ ਜਨਮ ਅਤੇ ਭਾਈ ਜੈਤਾ ਜੀ ਵੱਲੋਂ ਵੱਖ-ਵੱਖ ਲੜਾਈਆਂ ਲੜਨ ਦੇ ਦ੍ਰਿਸ਼ਾਂ ਨੂੰ ਰੂਪਮਾਨ ਕੀਤਾ ਗਿਆ ਹੈ। ਉਨ੍ਹਾਂ ਦੱਸਿਆ ਕਿ ਪੰਜਾਬ ਸਰਕਾਰ ਨੇ ਸ੍ਰੀ ਗੁਰੂ ਤੇਗ ਬਹਾਦਰ ਜੀ ਦੇ 350ਵੇਂ ਸ਼ਹੀਦੀ ਦਿਹਾੜੇ ਮੌਕੇ ਵਿਸ਼ੇਸ਼ ਸਮਾਗਮ ਉਲੀਕੇ ਹਨ। ਇਨ੍ਹਾਂ ਸਮਾਗਮਾਂ ਦੀ ਸ਼ੁਰੂਆਤ 25 ਅਕਤੂਬਰ ਨੂੰ ਦਿੱਲੀ ਵਿੱਚ ਗੁਰਦੁਆਰਾ ਸੀਸ ਗੰਜ ਸਾਹਿਬ ਵਿਖੇ ਹੋਵੇਗੀ ਅਤੇ ਇਸ ਨਵੰਬਰ ਤੋਂ ਸੂਬਾ ਭਰ ਵਿੱਚ ਕੀਰਤਨ ਦਰਬਾਰ ਕਰਵਾਏ ਜਾਣਗੇ। 15 ਨਵੰਬਰ ਤੋਂ ਸੂਬੇ ਦੀ ਹਰੇਕ ਵਿਧਾਨਕ ਸਭਾ	[606, 1134, 764, 1359]
brand-left: Page	[375, 46, 482, 91]
story3-column: ਵਿੱਚ ਗੁਰੂ ਸਾਹਿਬ ਜੀ ਦੇ ਮਹਾਨ ਜੀਵਨ, ਫਲਸਫੇ ਅਤੇ ਬਲਿਦਾਨ ਬਾਰੇ ਸੈਮੀਨਾਰ ਕਰਵਾਏ ਜਾਣਗੇ। ਸੌਂਦ ਨੇ ਦੱਸਿਆ ਕਿ 18 ਨਵੰਬਰ ਨੂੰ ਸ੍ਰੀਨਗਰ (ਜੰਮੂ-ਕਸ਼ਮੀਰ) ਵਿੱਚ ਕੀਰਤਨ ਦਰਬਾਰ ਕਰਵਾਇਆ ਜਾਵੇਗਾ ਅਤੇ ਅਗਲੇ ਦਿਨ 19 ਨਵੰਬਰ ਨੂੰ ਉੱਥੋਂ ਨਗਰ ਕੀਰਤਨ ਸਜਾਇਆ ਜਾਵੇਗਾ, ਜਿਸ ਵਿੱਚ ਕਸ਼ਮੀਰੀ ਪੰਡਿਤ ਸ਼ਾਮਲ ਹੋਣਗੇ। ਇੱਕ ਹੋਰ ਨਗਰ ਕੀਰਤਨ 20 ਨਵੰਬਰ ਨੂੰ ਦਮਦਮਾ ਸਾਹਿਬ ਤੋਂ ਸਜਾਇਆ ਜਾਵੇਗਾ ਅਤੇ 20 ਨਵੰਬਰ ਨੂੰ ਹੀ ਫ਼ਰੀਦਕੋਟ ਤੇ ਗੁਰਦਾਸਪੁਰ ਤੋਂ ਵੀ ਨਗਰ ਕੀਰਤਨ ਸਜਾਏ ਜਾਣਗੇ। ਇਹ ਚਾਰੇ ਨਗਰ ਕੀਰਤਨ 22 ਨਵੰਬਰ ਨੂੰ ਸ੍ਰੀ ਅਨੰਦਪੁਰ ਸਾਹਿਬ ਵਿੱਚ ਸੰਪੂਰਨ ਹੋਣਗੇ। ਸੌਂਦ ਨੇ ਕਿਹਾ ਕਿ ਇਸ ਇਤਿਹਾਸਕ ਯਾਦਗਾਰੀ ਮੌਕੇ ਸੂਬਾ ਸਰਕਾਰ ਵੱਲੋਂ ਸ੍ਰੀ ਅਨੰਦਪੁਰ ਸਾਹਿਬ ਵਿੱਚ 23 ਤੋਂ 25 ਨਵੰਬਰ ਤੱਕ ਵਿਆਪਕ ਪੱਧਰ 'ਤੇ ਸਮਾਗਮ ਉਲੀਕੇ ਜਾਣਗੇ। ਸ੍ਰੀ ਅਨੰਦਪੁਰ ਸਾਹਿਬ ਵਿੱਚ 12 ਹਜ਼ਾਰ ਸ਼ਰਧਾਲੂਆਂ ਦੀ ਸਹੂਲਤ ਲਈ ਟੈਂਟ ਸਿਟੀ ਬਣਾਇਆ ਜਾਵੇਗਾ, ਜਿਸ ਦਾ ਨਾਮ 'ਚੱਕ ਨਾਨਕੀ' ਹੋਵੇਗਾ।	[770, 1134, 905, 1396]
logo-sub: NEWS	[860, 82, 888, 110]
website-link[interactable]: www.page3newsthai.com	[93, 76, 214, 87]
byline-text: ਪੇਜ 3 ਨਿਊਜ਼/ ਬਿਊਰੋ	[94, 242, 166, 252]
story2-column: ਦਾ ਪੁਰਾਤਨ ਦਰਵਾਜ਼ਿਆਂ ਨੂੰ ਜੋੜਦੇ ਮਾਰਗ 'ਤੇ ਸੰਗਤਾਂ ਨੇ ਭਰਵਾਂ ਸਵਾਗਤ ਕੀਤਾ। ਵੱਖ-ਵੱਖ ਥਾਵਾਂ 'ਤੇ ਸਭਾ-ਸੁਸਾਇਟੀਆਂ ਅਤੇ ਸੰਗਤਾਂ ਨੇ ਪੰਜ ਪਿਆਰੇ ਅਤੇ ਨਿਸ਼ਾਨਚੀ ਸਿੰਘਾਂ ਨੂੰ ਸਿਰੋਪਾਓ ਦੇ ਕੇ ਸ਼ਰਧਾ ਪ੍ਰਗਟਾਈ, ਉਥੇ ਹੀ ਸੰਗਤਾਂ ਵੱਲੋਂ ਵੱਖ-ਵੱਖ ਤਰ੍ਹਾਂ ਦੇ ਲੰਗਰਾਂ ਦਾ ਪ੍ਰਬੰਧ ਵੀ ਕੀਤਾ ਹੋਇਆ ਸੀ। ਸਾਰੇ ਰਸਤੇ ਨਗਰ ਕੀਰਤਨ ਨਾਲ ਚੱਲਦੀਆਂ ਸੰਗਤਾਂ ਸਤਿਨਾਮ ਵਾਹਿਗੁਰੂ ਦਾ ਜਾਪ ਕਰਕੇ ਚੌਥੇ ਪਾਤਸ਼ਾਹ ਜੀ ਨੂੰ ਸ਼ਰਧਾ ਤੇ ਸਤਿਕਾਰ ਭੇਟ ਕਰ ਰਹੀਆਂ ਸਨ। ਨਗਰ ਕੀਰਤਨ ਮੌਕੇ ਘੱਟਾਂ ਘਰ ਪਲਾਜ਼ਾ ਵਿਖੇ ਪੰਜਾਬ ਪੁਲਿਸ ਵੱਲੋਂ ਸ੍ਰੀ ਗੁਰੂ ਗ੍ਰੰਥ ਸਾਹਿਬ ਜੀ ਨੂੰ ਸਤਿਕਾਰ ਭੇਟ ਕਰਦਿਆਂ ਸਲਾਮੀ ਦਿੱਤੀ ਗਈ। ਨਗਰ ਕੀਰਤਨ 'ਚ ਸ਼ਾਮਲ ਸੱਚਖੰਡ ਸ੍ਰੀ ਹਰਿਮੰਦਰ ਸਾਹਿਬ ਦੇ ਮੁੱਖ ਗ੍ਰੰਥੀ ਗਿਆਨੀ ਰਘਬੀਰ ਸਿੰਘ ਨੇ ਸ੍ਰੀ ਗੁਰੂ ਰਾਮਦਾਸ ਜੀ ਦੇ ਪ੍ਰਕਾਸ਼ ਗੁਰਪੁਰਬ ਦੀ ਵਧਾਈ ਦਿੰਦਿਆਂ ਸੰਗਤ ਨੂੰ ਗੁਰੂ ਸਾਹਿਬ ਜੀ ਦੀ ਵਿਚਾਰਧਾਰਾ ਅਨੁਸਾਰ ਜੀਵਨ ਜਿਊਣ ਦੀ ਪ੍ਰੇਰਨਾ ਕੀਤੀ। ਗਿਆਨੀ ਰਘਬੀਰ ਸਿੰਘ ਨੇ ਕਿਹਾ ਕਿ ਗੁਰੂ ਸਾਹਿਬ ਵੱਲੋਂ ਬਖ਼ਸ਼ੇ	[216, 701, 352, 963]
story3-photo-minister	[350, 1133, 600, 1253]
story3-column: ਪੰਜ ਗੈਲਰੀਆਂ ਬਾਰੇ ਵਿਸਥਾਰ ਵਿੱਚ ਜਾਣਕਾਰੀ- ਇਮਾਰਤ ਵਿੱਚ ਦਾਖ਼ਲ ਹੁੰਦੇ ਸਾਰ ਸਭ ਤੋਂ ਪਹਿਲਾਂ ਰਿਸੈਪਸ਼ਨ ਹਾਲ ਵਿੱਚ ਯਾਦਗਾਰ ਬਾਰੇ ਉੱਥੇ ਲੱਗੇ ਮਾਡਲ ਅਤੇ ਵੀਡੀਓ ਰਾਹੀਂ ਜਾਣਕਾਰੀ ਦਿੱਤੀ ਜਾਵੇਗੀ। ਆਗਿਆਕਾਰ: ਇਸ ਤੋਂ ਬਾਅਦ ਪਹਿਲੀ ਗੈਲਰੀ ਵਿੱਚ ਸਿੱਖ ਗੁਰੂ ਸਾਹਿਬਾਨ ਬਾਰੇ ਜਾਣਕਾਰੀ ਦਿੱਤੀ ਜਾਵੇਗੀ ਅਤੇ ਇਹ ਵੀ ਦੱਸਿਆ ਜਾਵੇਗਾ ਕਿ ਭਾਈ ਜੈਤਾ ਜੀ ਦੇ ਪ੍ਰਵਾਰ ਦੀ ਗੁਰੂ ਸਾਹਿਬਾਨ ਦੇ ਨਾਲ ਮੁੱਢ ਤੋਂ ਹੀ ਰੂਹ ਰੱਤੀ ਸਾਂਝ ਸੀ। ਪਹਿਲੀ ਗੈਲਰੀ ਵਿੱਚ ਆਧੁਨਿਕ ਤਕਨੀਕ ਨਾਲ ਇਤਿਹਾਸ ਨੂੰ ਰੂਪਮਾਨ ਕੀਤਾ ਗਿਆ ਹੈ।	[350, 1259, 472, 1421]
masthead	[45, 38, 905, 104]
